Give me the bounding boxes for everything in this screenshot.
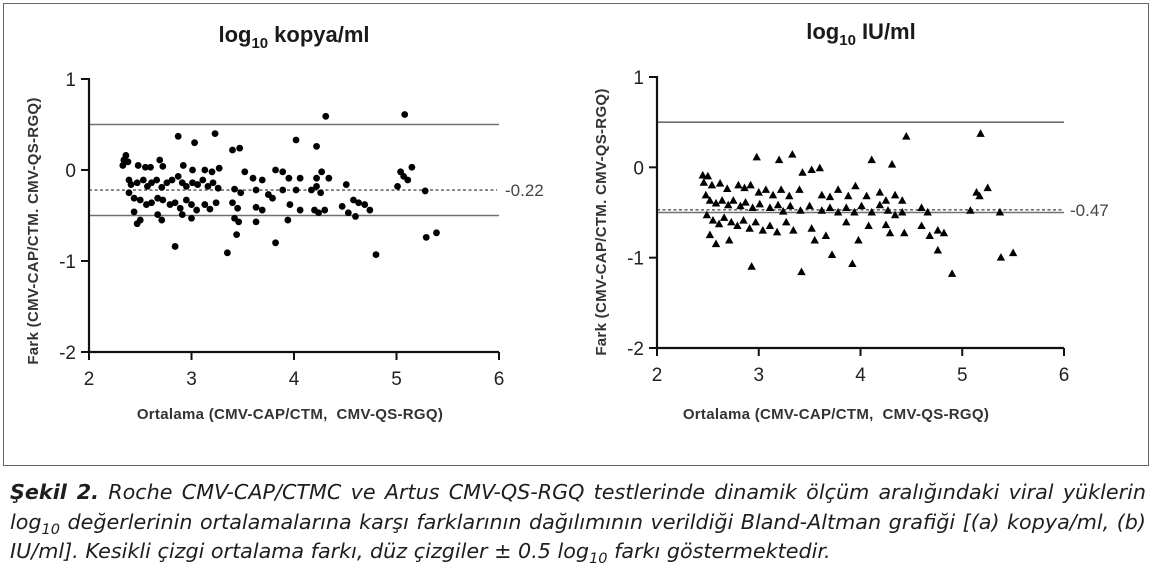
data-points xyxy=(119,111,439,258)
data-point xyxy=(352,213,359,220)
title-subscript: 10 xyxy=(839,32,856,49)
data-point xyxy=(134,179,141,186)
data-point xyxy=(876,201,884,209)
data-point xyxy=(972,188,980,196)
data-point xyxy=(322,113,329,120)
data-point xyxy=(925,231,933,239)
data-point xyxy=(325,175,332,182)
data-point xyxy=(983,184,991,192)
data-point xyxy=(272,239,279,246)
data-point xyxy=(766,203,774,211)
data-point xyxy=(147,164,154,171)
data-point xyxy=(789,226,797,234)
x-tick-label: 6 xyxy=(1058,365,1070,386)
data-point xyxy=(423,234,430,241)
data-point xyxy=(1009,249,1017,257)
data-point xyxy=(159,163,166,170)
data-point xyxy=(751,218,759,226)
data-point xyxy=(126,189,133,196)
data-point xyxy=(807,224,815,232)
title-unit: IU/ml xyxy=(861,19,916,44)
data-point xyxy=(716,179,724,187)
data-point xyxy=(148,199,155,206)
data-point xyxy=(297,207,304,214)
data-point xyxy=(159,197,166,204)
data-point xyxy=(723,184,731,192)
data-point xyxy=(433,229,440,236)
data-point xyxy=(826,203,834,211)
data-point xyxy=(175,133,182,140)
data-point xyxy=(747,262,755,270)
data-point xyxy=(706,230,714,238)
data-point xyxy=(401,111,408,118)
data-point xyxy=(888,160,896,168)
data-point xyxy=(798,168,806,176)
data-point xyxy=(816,164,824,172)
x-tick-label: 2 xyxy=(651,365,663,386)
data-point xyxy=(848,259,856,267)
data-point xyxy=(997,253,1005,261)
chart-a xyxy=(25,22,544,423)
data-point xyxy=(902,132,910,140)
data-point xyxy=(207,206,214,213)
data-point xyxy=(128,181,135,188)
data-point xyxy=(934,226,942,234)
data-point xyxy=(233,231,240,238)
data-point xyxy=(777,185,785,193)
data-point xyxy=(756,200,764,208)
data-point xyxy=(313,183,320,190)
data-point xyxy=(134,220,141,227)
x-tick-label: 6 xyxy=(493,369,505,390)
data-point xyxy=(287,201,294,208)
x-tick-label: 2 xyxy=(83,369,95,390)
data-point xyxy=(180,162,187,169)
figure-frame xyxy=(4,4,1149,466)
data-point xyxy=(194,181,201,188)
data-point xyxy=(828,250,836,258)
data-point xyxy=(422,188,429,195)
data-point xyxy=(188,215,195,222)
data-point xyxy=(259,177,266,184)
x-tick-label: 5 xyxy=(956,365,968,386)
data-point xyxy=(153,177,160,184)
data-point xyxy=(279,168,286,175)
x-tick-label: 5 xyxy=(391,369,402,390)
data-point xyxy=(727,218,735,226)
data-point xyxy=(169,177,176,184)
data-point xyxy=(842,203,850,211)
data-point xyxy=(854,236,862,244)
data-point xyxy=(712,240,720,248)
data-point xyxy=(140,177,147,184)
data-point xyxy=(253,218,260,225)
data-point xyxy=(786,202,794,210)
data-point xyxy=(313,175,320,182)
data-point xyxy=(882,196,890,204)
data-point xyxy=(172,243,179,250)
caption-subscript-1: 10 xyxy=(41,521,60,538)
data-point xyxy=(345,209,352,216)
data-point xyxy=(189,167,196,174)
data-point xyxy=(720,213,728,221)
data-point xyxy=(769,191,777,199)
data-point xyxy=(867,156,875,164)
data-point xyxy=(708,181,716,189)
data-point xyxy=(119,162,126,169)
y-tick-label: 1 xyxy=(65,70,76,91)
data-point xyxy=(976,129,984,137)
data-point xyxy=(215,185,222,192)
data-point xyxy=(826,193,834,201)
y-tick-label: -1 xyxy=(627,248,644,270)
data-point xyxy=(796,206,804,214)
data-point xyxy=(235,218,242,225)
data-point xyxy=(759,226,767,234)
data-point xyxy=(234,205,241,212)
caption-subscript-2: 10 xyxy=(589,551,608,568)
data-point xyxy=(172,199,179,206)
data-point xyxy=(355,199,362,206)
chart-b xyxy=(593,19,1109,423)
data-point xyxy=(188,201,195,208)
data-point xyxy=(882,221,890,229)
data-point xyxy=(797,268,805,276)
data-point xyxy=(209,168,216,175)
data-point xyxy=(753,153,761,161)
x-tick-label: 4 xyxy=(288,369,300,390)
data-point xyxy=(822,231,830,239)
data-point xyxy=(321,207,328,214)
data-point xyxy=(917,203,925,211)
data-point xyxy=(746,181,754,189)
data-point xyxy=(131,195,138,202)
data-point xyxy=(183,183,190,190)
data-point xyxy=(229,199,236,206)
data-point xyxy=(158,217,165,224)
caption-text-part-3: farkı göstermektedir. xyxy=(607,539,831,563)
data-point xyxy=(864,221,872,229)
data-point xyxy=(361,201,368,208)
y-axis-label: Fark (CMV-CAP/CTM. CMV-QS-RGQ) xyxy=(25,97,42,365)
data-point xyxy=(766,221,774,229)
data-point xyxy=(317,189,324,196)
data-point xyxy=(734,181,742,189)
data-point xyxy=(237,189,244,196)
data-point xyxy=(216,165,223,172)
data-point xyxy=(259,207,266,214)
data-point xyxy=(250,175,257,182)
x-tick-label: 3 xyxy=(186,369,197,390)
data-point xyxy=(253,204,260,211)
data-point xyxy=(373,251,380,258)
data-point xyxy=(807,165,815,173)
title-subscript: 10 xyxy=(251,35,269,52)
data-point xyxy=(788,150,796,158)
y-axis-label: Fark (CMV-CAP/CTM. CMV-QS-RGQ) xyxy=(593,88,610,356)
data-point xyxy=(253,187,260,194)
data-point xyxy=(154,211,161,218)
data-point xyxy=(394,183,401,190)
data-point xyxy=(272,167,279,174)
data-point xyxy=(729,196,737,204)
data-point xyxy=(293,137,300,144)
title-base: log xyxy=(218,22,252,47)
data-point xyxy=(297,175,304,182)
data-point xyxy=(236,145,243,152)
y-tick-label: -2 xyxy=(627,339,644,360)
data-point xyxy=(131,208,138,215)
data-point xyxy=(739,216,747,224)
data-point xyxy=(857,202,865,210)
data-point xyxy=(702,191,710,199)
data-point xyxy=(862,192,870,200)
data-point xyxy=(269,195,276,202)
data-point xyxy=(748,203,756,211)
data-point xyxy=(900,229,908,237)
data-point xyxy=(229,147,236,154)
data-point xyxy=(193,207,200,214)
data-point xyxy=(366,207,373,214)
caption-label: Şekil 2. xyxy=(10,480,100,504)
data-point xyxy=(876,188,884,196)
data-point xyxy=(313,143,320,150)
x-tick-label: 3 xyxy=(753,365,765,386)
data-point xyxy=(241,168,248,175)
data-point xyxy=(762,185,770,193)
data-point xyxy=(408,164,415,171)
data-point xyxy=(315,209,322,216)
data-point xyxy=(818,191,826,199)
data-point xyxy=(231,186,238,193)
mean-difference-label: -0.47 xyxy=(1070,200,1109,220)
data-point xyxy=(774,201,782,209)
data-point xyxy=(805,202,813,210)
title-unit: kopya/ml xyxy=(274,22,370,47)
data-point xyxy=(404,177,411,184)
data-point xyxy=(293,187,300,194)
data-point xyxy=(886,229,894,237)
chart-title xyxy=(806,19,915,49)
data-point xyxy=(773,228,781,236)
data-point xyxy=(212,130,219,137)
data-point xyxy=(811,236,819,244)
data-point xyxy=(137,197,144,204)
data-point xyxy=(898,196,906,204)
y-tick-label: 0 xyxy=(65,161,76,182)
data-point xyxy=(175,173,182,180)
chart-title xyxy=(218,22,369,52)
data-point xyxy=(844,192,852,200)
data-point xyxy=(158,184,165,191)
caption-text-part-2: değerlerinin ortalamalarına karşı farklarının dağılımının verildiği Bland-Altman grafiği [(a) kopya/ml, (b) IU/ml]. Kesikli çizgi ortalama farkı, düz çizgiler ± 0.5 log xyxy=(10,509,1146,563)
data-point xyxy=(917,221,925,229)
data-point xyxy=(775,156,783,164)
x-tick-label: 4 xyxy=(855,365,866,386)
data-point xyxy=(343,181,350,188)
data-point xyxy=(755,188,763,196)
data-point xyxy=(179,211,186,218)
data-point xyxy=(210,179,217,186)
data-point xyxy=(156,157,163,164)
data-point xyxy=(948,269,956,277)
data-point xyxy=(741,198,749,206)
y-tick-label: 1 xyxy=(633,68,644,89)
data-point xyxy=(284,217,291,224)
data-point xyxy=(795,185,803,193)
data-point xyxy=(934,246,942,254)
data-point xyxy=(318,168,325,175)
y-tick-label: -2 xyxy=(59,343,76,364)
title-base: log xyxy=(806,19,840,44)
data-point xyxy=(782,218,790,226)
data-point xyxy=(725,236,733,244)
x-axis-label: Ortalama (CMV-CAP/CTM, CMV-QS-RGQ) xyxy=(682,406,990,423)
data-point xyxy=(183,197,190,204)
data-point xyxy=(213,199,220,206)
data-point xyxy=(224,249,231,256)
data-point xyxy=(339,203,346,210)
data-point xyxy=(191,139,198,146)
y-tick-label: -1 xyxy=(59,252,76,273)
data-point xyxy=(135,162,142,169)
data-point xyxy=(201,167,208,174)
data-point xyxy=(842,218,850,226)
caption-text-part-1: Roche CMV-CAP/CTMC ve Artus CMV-QS-RGQ testlerinde dinamik ölçüm aralığındaki viral yüklerin log xyxy=(10,480,1146,534)
data-point xyxy=(279,187,286,194)
y-tick-label: 0 xyxy=(633,158,644,180)
figure-caption xyxy=(10,478,1146,567)
data-point xyxy=(891,191,899,199)
mean-difference-label: -0.22 xyxy=(505,181,544,201)
data-point xyxy=(834,185,842,193)
data-point xyxy=(285,175,292,182)
data-point xyxy=(177,205,184,212)
data-point xyxy=(201,201,208,208)
data-point xyxy=(718,196,726,204)
x-axis-label: Ortalama (CMV-CAP/CTM, CMV-QS-RGQ) xyxy=(136,406,444,423)
data-point xyxy=(851,182,859,190)
data-points xyxy=(699,129,1018,277)
data-point xyxy=(785,192,793,200)
data-point xyxy=(199,177,206,184)
